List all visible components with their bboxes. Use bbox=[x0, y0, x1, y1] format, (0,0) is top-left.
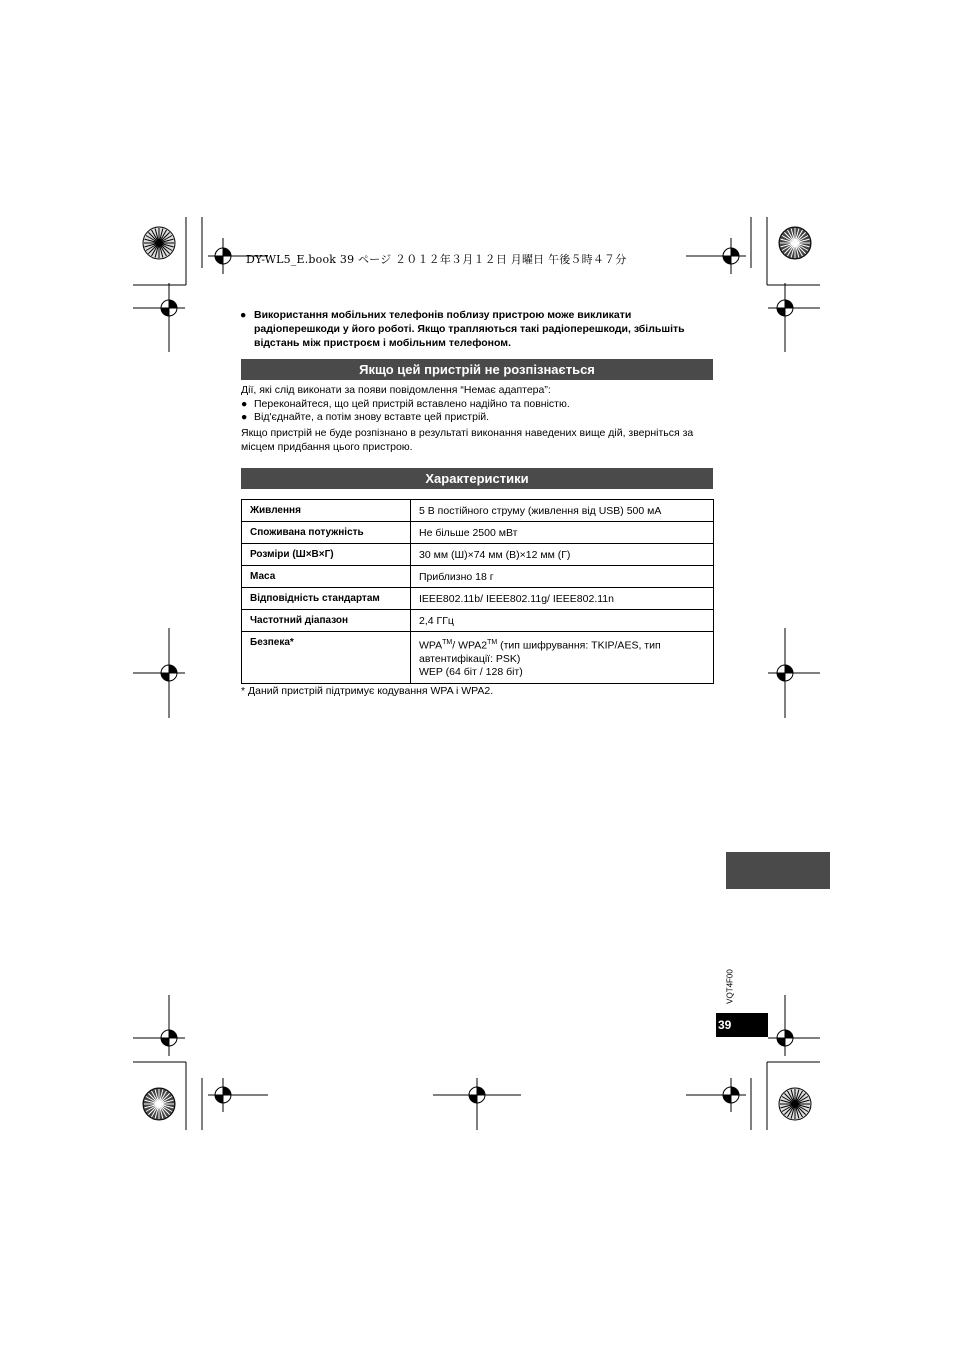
spec-label: Безпека* bbox=[242, 632, 411, 684]
bullet-icon: ● bbox=[240, 309, 247, 321]
table-row bbox=[242, 500, 714, 522]
spec-value: 2,4 ГГц bbox=[411, 610, 714, 632]
section1-intro: Дії, які слід виконати за появи повідомлення “Немає адаптера”: bbox=[241, 384, 551, 396]
spec-label: Живлення bbox=[242, 500, 411, 522]
table-row bbox=[242, 610, 714, 632]
security-line3: WEP (64 біт / 128 біт) bbox=[419, 665, 523, 678]
footnote: * Даний пристрій підтримує кодування WPA і WPA2. bbox=[241, 685, 494, 697]
section-title-specifications: Характеристики bbox=[241, 468, 713, 489]
security-line1: (тип шифрування: TKIP/AES, тип bbox=[497, 639, 661, 652]
table-row bbox=[242, 522, 714, 544]
language-tab-block bbox=[726, 852, 830, 889]
page-number: 39 bbox=[716, 1013, 768, 1037]
table-row bbox=[242, 544, 714, 566]
section1-bullet-2 bbox=[241, 411, 489, 425]
bullet-icon: ● bbox=[241, 398, 248, 410]
warning-note bbox=[240, 308, 714, 350]
security-line2: автентифікації: PSK) bbox=[419, 652, 521, 665]
spec-label: Маса bbox=[242, 566, 411, 588]
spec-value: IEEE802.11b/ IEEE802.11g/ IEEE802.11n bbox=[411, 588, 714, 610]
table-row bbox=[242, 588, 714, 610]
spec-label: Розміри (Ш×В×Г) bbox=[242, 544, 411, 566]
section1-bullet-1 bbox=[241, 398, 570, 412]
spec-label: Частотний діапазон bbox=[242, 610, 411, 632]
trademark-sup: TM bbox=[442, 639, 453, 646]
specifications-table bbox=[241, 499, 714, 684]
document-code: VQT4F00 bbox=[725, 969, 735, 1004]
spec-value: Не більше 2500 мВт bbox=[411, 522, 714, 544]
spec-value bbox=[411, 632, 714, 684]
warning-text: Використання мобільних телефонів поблизу пристрою може викликати радіоперешкоди у його роботі. Якщо трапляються такі радіоперешкоди, збільшіть відстань між пристроєм і мобільним телефоном. bbox=[254, 309, 685, 349]
spec-value: Приблизно 18 г bbox=[411, 566, 714, 588]
spec-label: Відповідність стандартам bbox=[242, 588, 411, 610]
bullet-text: Переконайтеся, що цей пристрій вставлено надійно та повністю. bbox=[254, 398, 570, 410]
wpa2-text: / WPA2 bbox=[452, 639, 488, 652]
section1-outro: Якщо пристрій не буде розпізнано в результаті виконання наведених вище дій, зверніться за місцем придбання цього пристрою. bbox=[241, 427, 694, 453]
table-row-security bbox=[242, 632, 714, 684]
wpa-text: WPA bbox=[419, 639, 443, 652]
trademark-sup: TM bbox=[487, 639, 498, 646]
section-title-not-recognized: Якщо цей пристрій не розпізнається bbox=[241, 359, 713, 380]
spec-value: 5 В постійного струму (живлення від USB) 500 мА bbox=[411, 500, 714, 522]
spec-value: 30 мм (Ш)×74 мм (В)×12 мм (Г) bbox=[411, 544, 714, 566]
spec-label: Споживана потужність bbox=[242, 522, 411, 544]
bullet-text: Від'єднайте, а потім знову вставте цей пристрій. bbox=[254, 411, 490, 423]
table-row bbox=[242, 566, 714, 588]
bullet-icon: ● bbox=[241, 411, 248, 423]
print-header-line: DY-WL5_E.book 39 ページ ２０１２年３月１２日 月曜日 午後５時４７分 bbox=[246, 253, 627, 266]
